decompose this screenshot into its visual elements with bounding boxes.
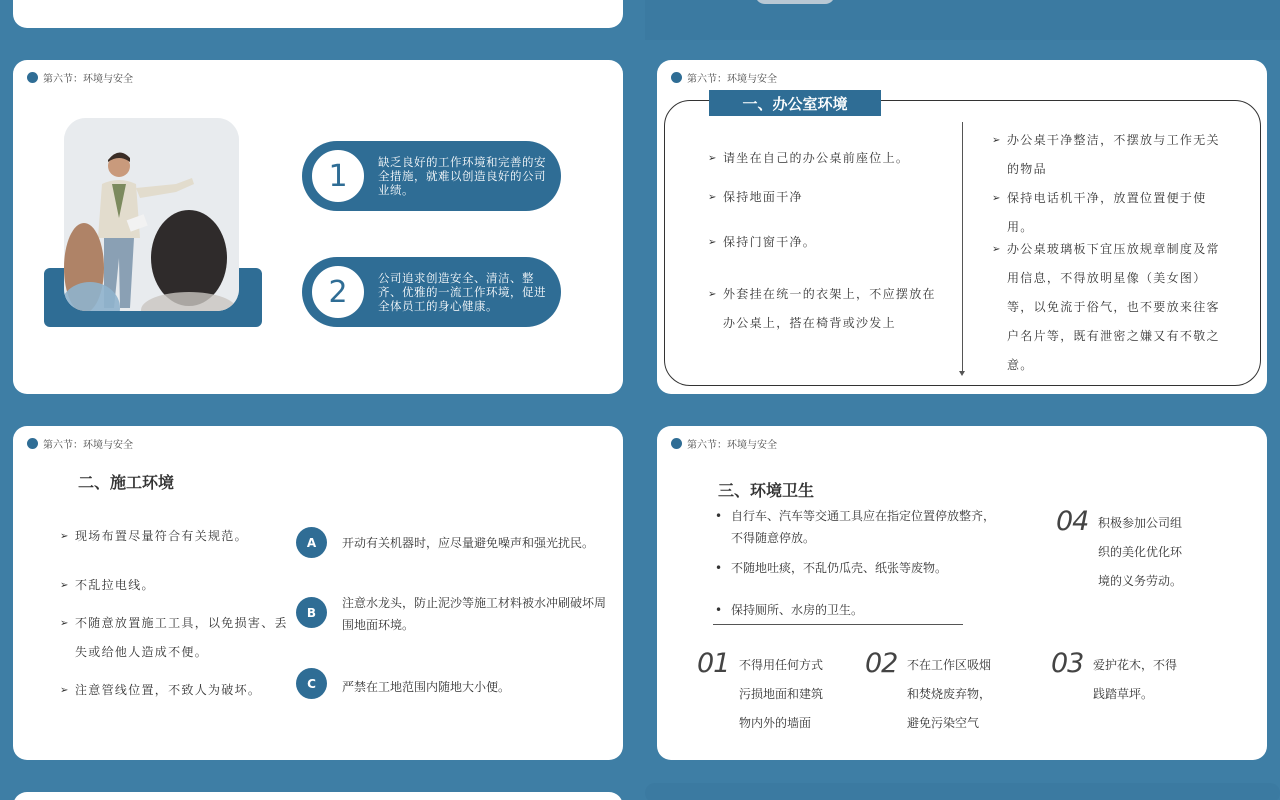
- list-item-text: 注意管线位置，不致人为破坏。: [75, 683, 262, 697]
- slide-thumbnail-4[interactable]: [657, 426, 1267, 760]
- slide-thumbnail-2[interactable]: [657, 60, 1267, 394]
- number-04: 04: [1056, 506, 1089, 537]
- number-02: 02: [865, 648, 898, 679]
- list-item-text: 现场布置尽量符合有关规范。: [75, 529, 248, 543]
- column-divider: [962, 122, 963, 372]
- list-item-text: 保持电话机干净，放置位置便于使用。: [1007, 191, 1207, 234]
- arrow-bullet-icon: ➢: [60, 618, 70, 629]
- section-label-text: 第六节：环境与安全: [687, 74, 777, 85]
- label-dot-icon: [27, 438, 38, 449]
- partial-image: [755, 0, 835, 4]
- section-label: [671, 70, 777, 85]
- list-item: [992, 235, 1222, 380]
- arrow-bullet-icon: ➢: [60, 685, 70, 696]
- numbered-text: 不在工作区吸烟和焚烧废弃物，避免污染空气: [907, 658, 992, 730]
- badge-text: 开动有关机器时，应尽量避免噪声和强光扰民。: [342, 536, 595, 550]
- number-03: 03: [1051, 648, 1084, 679]
- list-item: [708, 280, 938, 338]
- arrow-bullet-icon: ➢: [708, 192, 718, 203]
- arrow-bullet-icon: ➢: [708, 237, 718, 248]
- bullet-dot-icon: •: [715, 509, 723, 523]
- list-item-text: 保持门窗干净。: [723, 235, 817, 249]
- slide-partial-top-right: [645, 0, 1280, 40]
- badge-b: B: [296, 597, 327, 628]
- list-item: [60, 609, 290, 667]
- list-item: [715, 599, 995, 621]
- list-item-text: 不随意放置施工工具，以免损害、丢失或给他人造成不便。: [75, 616, 288, 659]
- list-item-text: 保持地面干净: [723, 190, 803, 204]
- list-item: [708, 144, 938, 173]
- section-label-text: 第六节：环境与安全: [43, 440, 133, 451]
- label-dot-icon: [671, 72, 682, 83]
- list-item: [60, 522, 290, 551]
- arrow-bullet-icon: ➢: [992, 135, 1002, 146]
- list-item-text: 自行车、汽车等交通工具应在指定位置停放整齐，不得随意停放。: [731, 509, 996, 545]
- arrow-bullet-icon: ➢: [60, 531, 70, 542]
- bullet-dot-icon: •: [715, 603, 723, 617]
- slide-title: 三、环境卫生: [718, 481, 815, 500]
- point-text: 缺乏良好的工作环境和完善的安全措施，就难以创造良好的公司业绩。: [378, 155, 546, 197]
- section-label: [27, 70, 133, 85]
- number-01: 01: [697, 648, 730, 679]
- list-item-text: 保持厕所、水房的卫生。: [731, 603, 864, 617]
- list-item: [708, 183, 938, 212]
- point-text: 公司追求创造安全、清洁、整齐、优雅的一流工作环境，促进全体员工的身心健康。: [378, 271, 546, 313]
- list-item-text: 办公桌玻璃板下宜压放规章制度及常用信息，不得放明星像（美女图）等，以免流于俗气，也不要放来往客户名片等，既有泄密之嫌又有不敬之意。: [1007, 242, 1220, 372]
- arrow-bullet-icon: ➢: [992, 193, 1002, 204]
- presenter-photo: [64, 118, 239, 311]
- divider-line: [713, 624, 963, 625]
- list-item: [992, 184, 1222, 242]
- badge-c: C: [296, 668, 327, 699]
- section-label-text: 第六节：环境与安全: [687, 440, 777, 451]
- arrow-bullet-icon: ➢: [60, 580, 70, 591]
- numbered-text: 不得用任何方式污损地面和建筑物内外的墙面: [739, 658, 824, 730]
- presenter-image-icon: [64, 118, 239, 311]
- numbered-text: 积极参加公司组织的美化优化环境的义务劳动。: [1098, 516, 1183, 588]
- badge-text: 注意水龙头，防止泥沙等施工材料被水冲刷破坏周围地面环境。: [342, 596, 607, 632]
- arrow-bullet-icon: ➢: [708, 289, 718, 300]
- section-label: [671, 436, 777, 451]
- arrow-bullet-icon: ➢: [992, 244, 1002, 255]
- list-item-text: 外套挂在统一的衣架上，不应摆放在办公桌上，搭在椅背或沙发上: [723, 287, 936, 330]
- list-item: [60, 571, 290, 600]
- point-number: 1: [310, 148, 366, 204]
- list-item-text: 不乱拉电线。: [75, 578, 155, 592]
- section-label: [27, 436, 133, 451]
- label-dot-icon: [671, 438, 682, 449]
- label-dot-icon: [27, 72, 38, 83]
- bullet-dot-icon: •: [715, 561, 723, 575]
- point-item: [302, 257, 561, 327]
- slide-partial-top-left: [13, 0, 623, 28]
- list-item: [715, 557, 995, 579]
- badge-a: A: [296, 527, 327, 558]
- slide-thumbnail-3[interactable]: [13, 426, 623, 760]
- arrow-bullet-icon: ➢: [708, 153, 718, 164]
- slide-title: 二、施工环境: [78, 473, 175, 492]
- numbered-text: 爱护花木，不得践踏草坪。: [1093, 658, 1178, 701]
- badge-text: 严禁在工地范围内随地大小便。: [342, 680, 511, 694]
- slide-title: 一、办公室环境: [709, 90, 881, 116]
- list-item: [708, 228, 938, 257]
- slide-partial-bottom-right: [645, 783, 1280, 800]
- point-number: 2: [310, 264, 366, 320]
- list-item-text: 不随地吐痰，不乱仍瓜壳、纸张等废物。: [731, 561, 948, 575]
- list-item: [60, 676, 290, 705]
- section-label-text: 第六节：环境与安全: [43, 74, 133, 85]
- list-item-text: 办公桌干净整洁，不摆放与工作无关的物品: [1007, 133, 1220, 176]
- slide-thumbnail-1[interactable]: [13, 60, 623, 394]
- list-item-text: 请坐在自己的办公桌前座位上。: [723, 151, 910, 165]
- slide-partial-bottom-left: [13, 792, 623, 800]
- point-item: [302, 141, 561, 211]
- list-item: [992, 126, 1222, 184]
- list-item: [715, 505, 995, 549]
